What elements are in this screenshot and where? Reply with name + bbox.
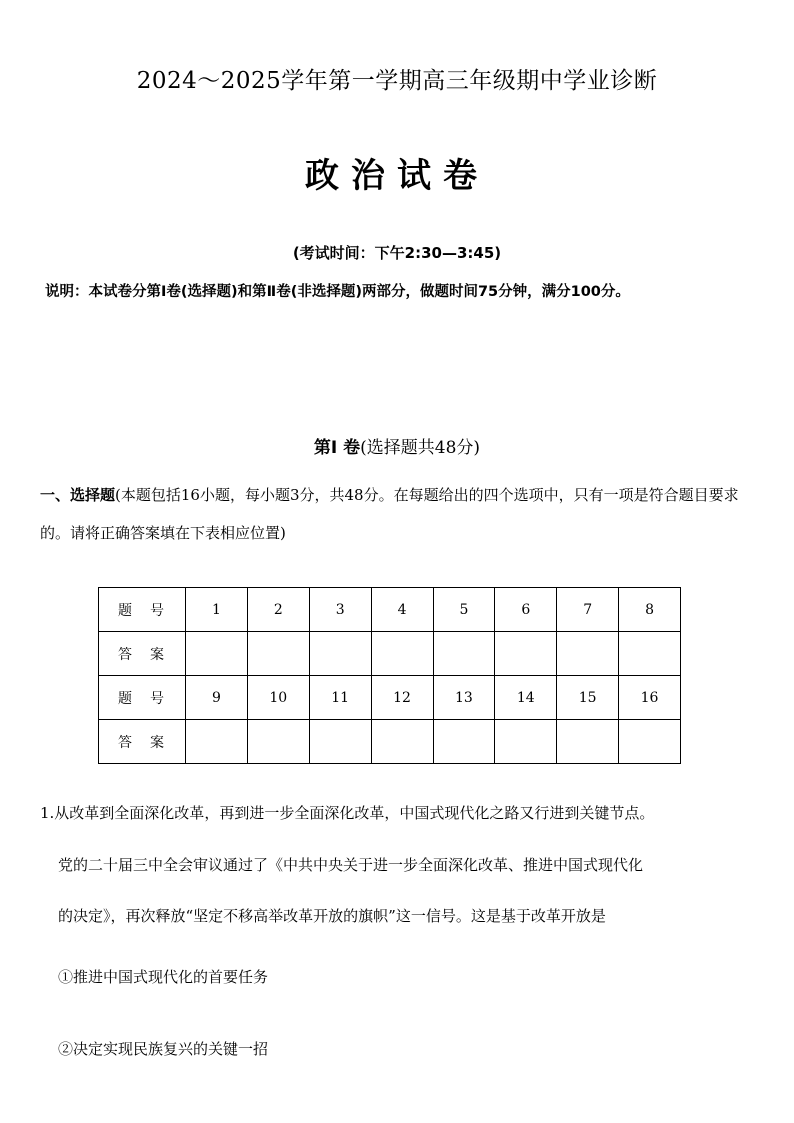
answer-cell[interactable] xyxy=(495,632,557,676)
answer-cell[interactable] xyxy=(619,720,681,764)
number-cell: 8 xyxy=(619,588,681,632)
exam-time: (考试时间：下午2:30—3:45) xyxy=(292,244,502,262)
exam-instructions: 说明：本试卷分第I卷(选择题)和第Ⅱ卷(非选择题)两部分，做题时间75分钟，满分100分。 xyxy=(45,284,630,300)
answer-cell[interactable] xyxy=(247,632,309,676)
number-cell: 12 xyxy=(371,676,433,720)
part-one-title xyxy=(0,433,794,458)
answer-cell[interactable] xyxy=(433,720,495,764)
number-cell: 6 xyxy=(495,588,557,632)
number-cell: 4 xyxy=(371,588,433,632)
number-cell: 13 xyxy=(433,676,495,720)
part-one-title-detail: (选择题共48分) xyxy=(360,438,481,458)
question-1-line: 党的二十届三中全会审议通过了《中共中央关于进一步全面深化改革、推进中国式现代化 xyxy=(58,856,644,874)
answer-label-cell: 答 案 xyxy=(99,632,186,676)
answer-cell[interactable] xyxy=(619,632,681,676)
question-1-option: ②决定实现民族复兴的关键一招 xyxy=(58,1040,269,1058)
answer-cell[interactable] xyxy=(186,720,248,764)
number-cell: 3 xyxy=(309,588,371,632)
answer-cell[interactable] xyxy=(247,720,309,764)
answer-cell[interactable] xyxy=(309,632,371,676)
number-cell: 9 xyxy=(186,676,248,720)
question-1-line: 的决定》，再次释放“坚定不移高举改革开放的旗帜”这一信号。这是基于改革开放是 xyxy=(58,907,606,925)
number-cell: 15 xyxy=(557,676,619,720)
answer-cell[interactable] xyxy=(557,632,619,676)
answer-cell[interactable] xyxy=(371,720,433,764)
exam-title: 2024～2025学年第一学期高三年级期中学业诊断 xyxy=(136,68,658,94)
section-one-text: (本题包括16小题，每小题3分，共48分。在每题给出的四个选项中，只有一项是符合题目要求的。请将正确答案填在下表相应位置) xyxy=(40,486,739,542)
number-cell: 2 xyxy=(247,588,309,632)
table-row xyxy=(99,676,681,720)
answer-cell[interactable] xyxy=(186,632,248,676)
table-row xyxy=(99,720,681,764)
question-1-line: 1.从改革到全面深化改革，再到进一步全面深化改革，中国式现代化之路又行进到关键节点。 xyxy=(40,804,655,822)
number-cell: 14 xyxy=(495,676,557,720)
section-one-label: 一、选择题 xyxy=(40,486,116,504)
answer-cell[interactable] xyxy=(557,720,619,764)
number-cell: 1 xyxy=(186,588,248,632)
question-1-option: ①推进中国式现代化的首要任务 xyxy=(58,968,269,986)
number-cell: 10 xyxy=(247,676,309,720)
answer-cell[interactable] xyxy=(371,632,433,676)
number-cell: 5 xyxy=(433,588,495,632)
section-one-intro xyxy=(40,476,760,552)
number-label-cell: 题 号 xyxy=(99,588,186,632)
answer-label-cell: 答 案 xyxy=(99,720,186,764)
answer-cell[interactable] xyxy=(433,632,495,676)
answer-cell[interactable] xyxy=(309,720,371,764)
part-one-title-label: 第I 卷 xyxy=(313,438,361,458)
table-row xyxy=(99,632,681,676)
table-row xyxy=(99,588,681,632)
number-cell: 7 xyxy=(557,588,619,632)
number-cell: 11 xyxy=(309,676,371,720)
number-cell: 16 xyxy=(619,676,681,720)
answer-cell[interactable] xyxy=(495,720,557,764)
number-label-cell: 题 号 xyxy=(99,676,186,720)
subject-title: 政治试卷 xyxy=(305,156,489,196)
answer-table xyxy=(98,587,681,764)
